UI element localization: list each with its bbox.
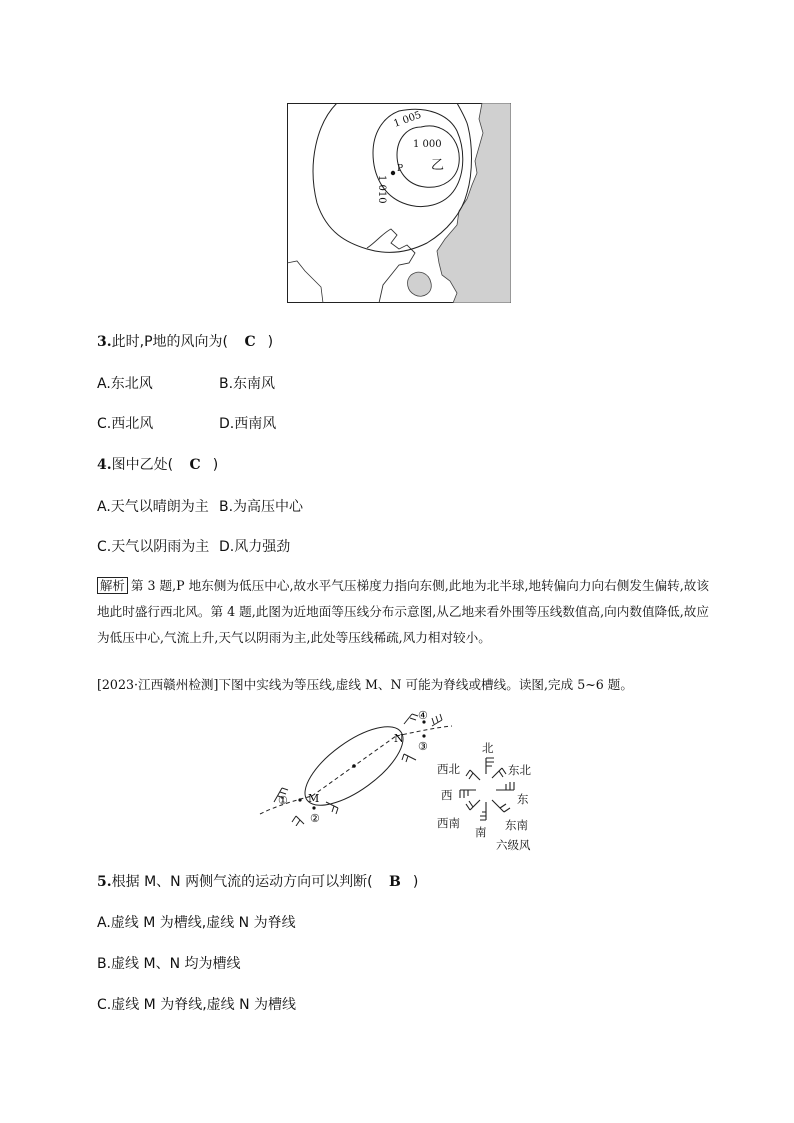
question-stem: 此时,P地的风向为( [111, 334, 228, 350]
option-d[interactable]: D.风力强劲 [219, 539, 291, 555]
option-b[interactable]: B.虚线 M、N 均为槽线 [97, 956, 241, 972]
legend-north: 北 [482, 741, 494, 755]
option-b[interactable]: B.为高压中心 [219, 499, 304, 515]
legend-southwest: 西南 [437, 816, 460, 830]
option-b[interactable]: B.东南风 [219, 376, 276, 392]
point-p-marker [391, 171, 395, 175]
close-paren: ) [267, 334, 274, 350]
option-a[interactable]: A.东北风 [97, 376, 153, 392]
question-stem: 图中乙处( [111, 457, 174, 473]
close-paren: ) [412, 874, 419, 890]
point-2 [312, 806, 315, 809]
marker-2: ② [310, 812, 320, 825]
point-1 [298, 798, 301, 801]
marker-4: ④ [418, 709, 428, 722]
question-number: 3. [97, 334, 112, 350]
center-label: 乙 [431, 158, 445, 173]
wind-barb-4b [404, 714, 418, 724]
answer-letter: B [389, 874, 401, 890]
point-3 [422, 734, 425, 737]
legend-south: 南 [475, 825, 487, 839]
analysis-block [97, 573, 709, 651]
trough-ridge-diagram [256, 706, 456, 826]
isobar-label-1000: 1 000 [413, 139, 442, 150]
isobar-label-1005: 1 005 [392, 109, 423, 130]
option-d[interactable]: D.西南风 [219, 416, 277, 432]
question-4 [97, 454, 218, 474]
answer-letter: C [244, 334, 256, 350]
analysis-tag: 解析 [97, 577, 128, 594]
legend-west: 西 [441, 788, 453, 802]
wind-barb-3 [402, 754, 416, 762]
legend-scale: 六级风 [496, 838, 531, 852]
question-stem: 根据 M、N 两侧气流的运动方向可以判断( [111, 874, 373, 890]
question-5 [97, 871, 418, 891]
option-c[interactable]: C.西北风 [97, 416, 154, 432]
point-p-label: P [397, 164, 404, 174]
legend-east: 东 [517, 792, 529, 806]
close-paren: ) [212, 457, 219, 473]
marker-3: ③ [418, 740, 428, 753]
source-line: [2023·江西赣州检测]下图中实线为等压线,虚线 M、N 可能为脊线或槽线。读图,完成 5~6 题。 [97, 677, 633, 692]
label-n: N [394, 732, 404, 745]
isobar-label-1010: 1 010 [376, 175, 387, 204]
analysis-text: 第 3 题,P 地东侧为低压中心,故水平气压梯度力指向东侧,此地为北半球,地转偏向力向右侧发生偏转,故该地此时盛行西北风。第 4 题,此图为近地面等压线分布示意图,从乙地来看外围等压线数值高,向内数值降低,故应为低压中心,气流上升,天气以阴雨为主,此处等压线稀疏,风力相对较小。 [97, 578, 709, 645]
marker-1: ① [278, 794, 288, 807]
island [408, 272, 432, 296]
question-number: 4. [97, 457, 112, 473]
isobar-map [287, 103, 511, 303]
label-m: M [308, 792, 320, 805]
center-dot [352, 764, 356, 768]
question-number: 5. [97, 874, 112, 890]
question-3 [97, 331, 273, 351]
legend-northwest: 西北 [437, 762, 460, 776]
option-a[interactable]: A.虚线 M 为槽线,虚线 N 为脊线 [97, 915, 296, 931]
wind-barb-4 [432, 714, 442, 726]
legend-southeast: 东南 [505, 818, 528, 832]
option-c[interactable]: C.虚线 M 为脊线,虚线 N 为槽线 [97, 997, 297, 1013]
option-a[interactable]: A.天气以晴朗为主 [97, 499, 209, 515]
wind-barb-2 [292, 816, 304, 826]
option-c[interactable]: C.天气以阴雨为主 [97, 539, 210, 555]
answer-letter: C [189, 457, 201, 473]
legend-northeast: 东北 [508, 763, 531, 777]
